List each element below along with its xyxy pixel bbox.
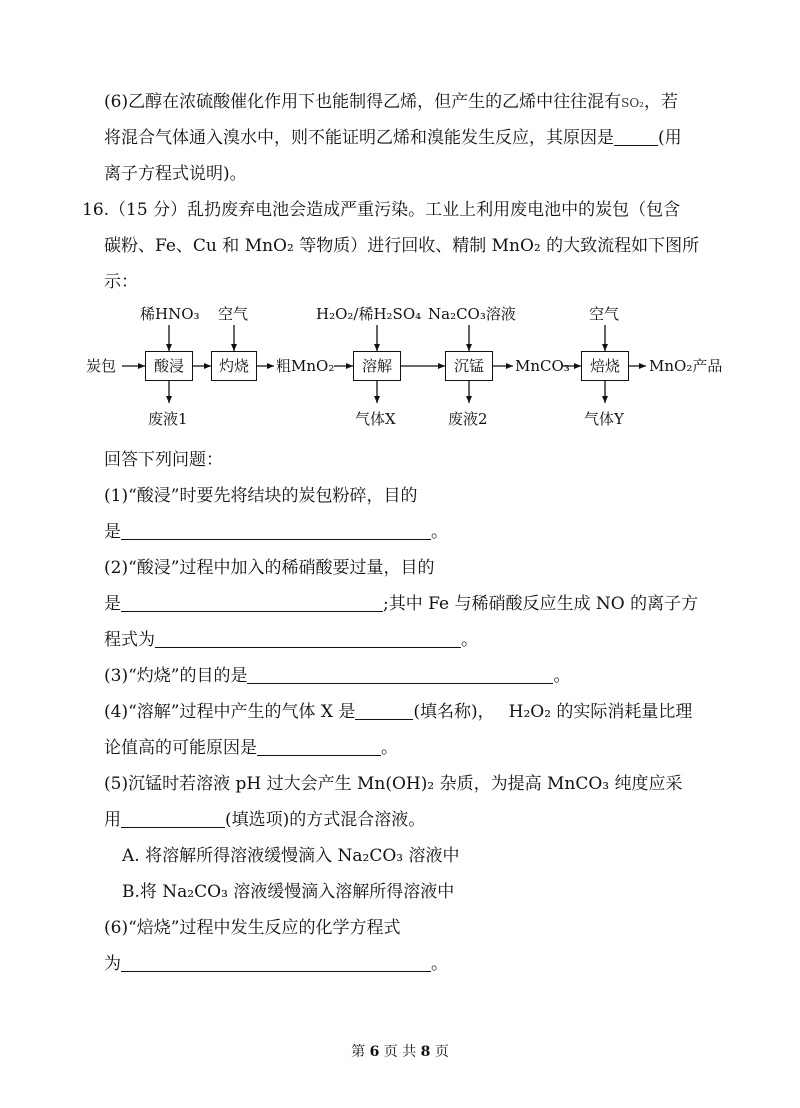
q2-end: 。 [461,630,478,650]
input-hno3: 稀HNO₃ [140,305,200,323]
q15-6-text3: 离子方程式说明)。 [104,164,247,184]
q15-6-line3 [104,163,247,185]
q6-line2 [104,953,448,975]
q2-line2 [104,593,698,615]
q3-line1 [104,665,570,687]
q1-end: 。 [431,522,448,542]
footer-mid: 页 共 [383,1044,417,1060]
q15-6-line1 [104,91,678,114]
footer-total-pages: 8 [420,1044,431,1060]
q15-6-text1: (6)乙醇在浓硫酸催化作用下也能制得乙烯，但产生的乙烯中往往混有 [104,92,622,112]
input-na2co3: Na₂CO₃溶液 [428,305,516,323]
q4-text-a: (4)“溶解”过程中产生的气体 X 是 [104,702,356,722]
answer-blank-q1[interactable] [121,521,431,540]
output-waste-1: 废液1 [148,410,188,428]
questions-intro: 回答下列问题： [104,450,223,470]
q2-text-d: 程式为 [104,630,155,650]
q16-stem-line1 [82,199,680,221]
q5-text-c: (填选项)的方式混合溶液。 [225,810,426,830]
box-dissolve: 溶解 [353,351,401,381]
q2-text-c: ;其中 Fe 与稀硝酸反应生成 NO 的离子方 [383,594,699,614]
output-waste-2: 废液2 [448,410,488,428]
q5-line1: (5)沉锰时若溶液 pH 过大会产生 Mn(OH)₂ 杂质，为提高 MnCO₃ 纯度应采 [104,774,683,794]
q6-end: 。 [431,954,448,974]
input-h2o2-h2so4: H₂O₂/稀H₂SO₄ [316,305,422,323]
q16-stem-text3: 示： [104,272,138,292]
q16-stem-line2 [104,235,699,257]
q3-end: 。 [553,666,571,686]
box-burn: 灼烧 [211,351,257,381]
answer-blank-q5[interactable] [121,809,225,828]
q4-line2 [104,737,398,759]
q1-line1: (1)“酸浸”时要先将结块的炭包粉碎，目的 [104,486,418,506]
footer-page-number: 6 [369,1044,380,1060]
answer-blank-q2-purpose[interactable] [121,593,383,612]
q3-text: (3)“灼烧”的目的是 [104,666,248,686]
box-precipitate-mn: 沉锰 [445,351,493,381]
answer-blank-q3[interactable] [247,665,553,684]
q16-stem-text1: 16.（15 分）乱扔废弃电池会造成严重污染。工业上利用废电池中的炭包（包含 [82,200,681,220]
q16-stem-line3 [104,271,138,293]
q5-option-a: A. 将溶解所得溶液缓慢滴入 Na₂CO₃ 溶液中 [122,846,460,866]
q2-line1: (2)“酸浸”过程中加入的稀硝酸要过量，目的 [104,558,435,578]
answer-blank-q15-6[interactable] [614,127,658,146]
q16-stem-text2: 碳粉、Fe、Cu 和 MnO₂ 等物质）进行回收、精制 MnO₂ 的大致流程如下图所 [104,236,700,256]
answer-blank-q4-gas[interactable] [355,701,413,720]
footer-post: 页 [434,1044,449,1060]
answer-blank-q4-reason[interactable] [257,737,381,756]
input-air-1: 空气 [218,305,249,323]
q15-6-text2b: (用 [658,128,682,148]
q2-line3 [104,629,478,651]
q4-text-b: (填名称)， [413,702,495,722]
flow-start: 炭包 [86,357,117,375]
q5-option-b: B.将 Na₂CO₃ 溶液缓慢滴入溶解所得溶液中 [122,882,455,902]
output-gas-x: 气体X [355,410,396,428]
q15-6-text1b: ，若 [643,92,678,112]
output-gas-y: 气体Y [584,410,624,428]
q4-line1 [104,701,692,723]
q6-line1: (6)“焙烧”过程中发生反应的化学方程式 [104,918,401,938]
q4-text-c: H₂O₂ 的实际消耗量比理 [508,702,693,722]
q15-6-line2 [104,127,682,149]
q4-text-d: 论值高的可能原因是 [104,738,257,758]
process-flow-chart [0,300,800,440]
q15-6-text2: 将混合气体通入溴水中，则不能证明乙烯和溴能发生反应，其原因是 [104,128,614,148]
q2-text-b: 是 [104,594,121,614]
q6-text-b: 为 [104,954,121,974]
so2-formula: SO₂ [621,96,644,110]
footer-pre: 第 [351,1044,366,1060]
q1-text: 是 [104,522,121,542]
q4-end: 。 [381,738,398,758]
flow-mnco3: MnCO₃ [515,357,570,375]
flow-crude-mno2: 粗MnO₂ [276,357,335,375]
flow-product: MnO₂产品 [649,357,723,375]
input-air-2: 空气 [589,305,620,323]
box-acid-leach: 酸浸 [145,351,193,381]
answer-blank-q6[interactable] [121,953,431,972]
q5-line2 [104,809,425,831]
answer-blank-q2-equation[interactable] [155,629,461,648]
q5-text-b: 用 [104,810,121,830]
page-footer [0,1043,800,1061]
box-roast: 焙烧 [581,351,629,381]
q1-line2 [104,521,448,543]
